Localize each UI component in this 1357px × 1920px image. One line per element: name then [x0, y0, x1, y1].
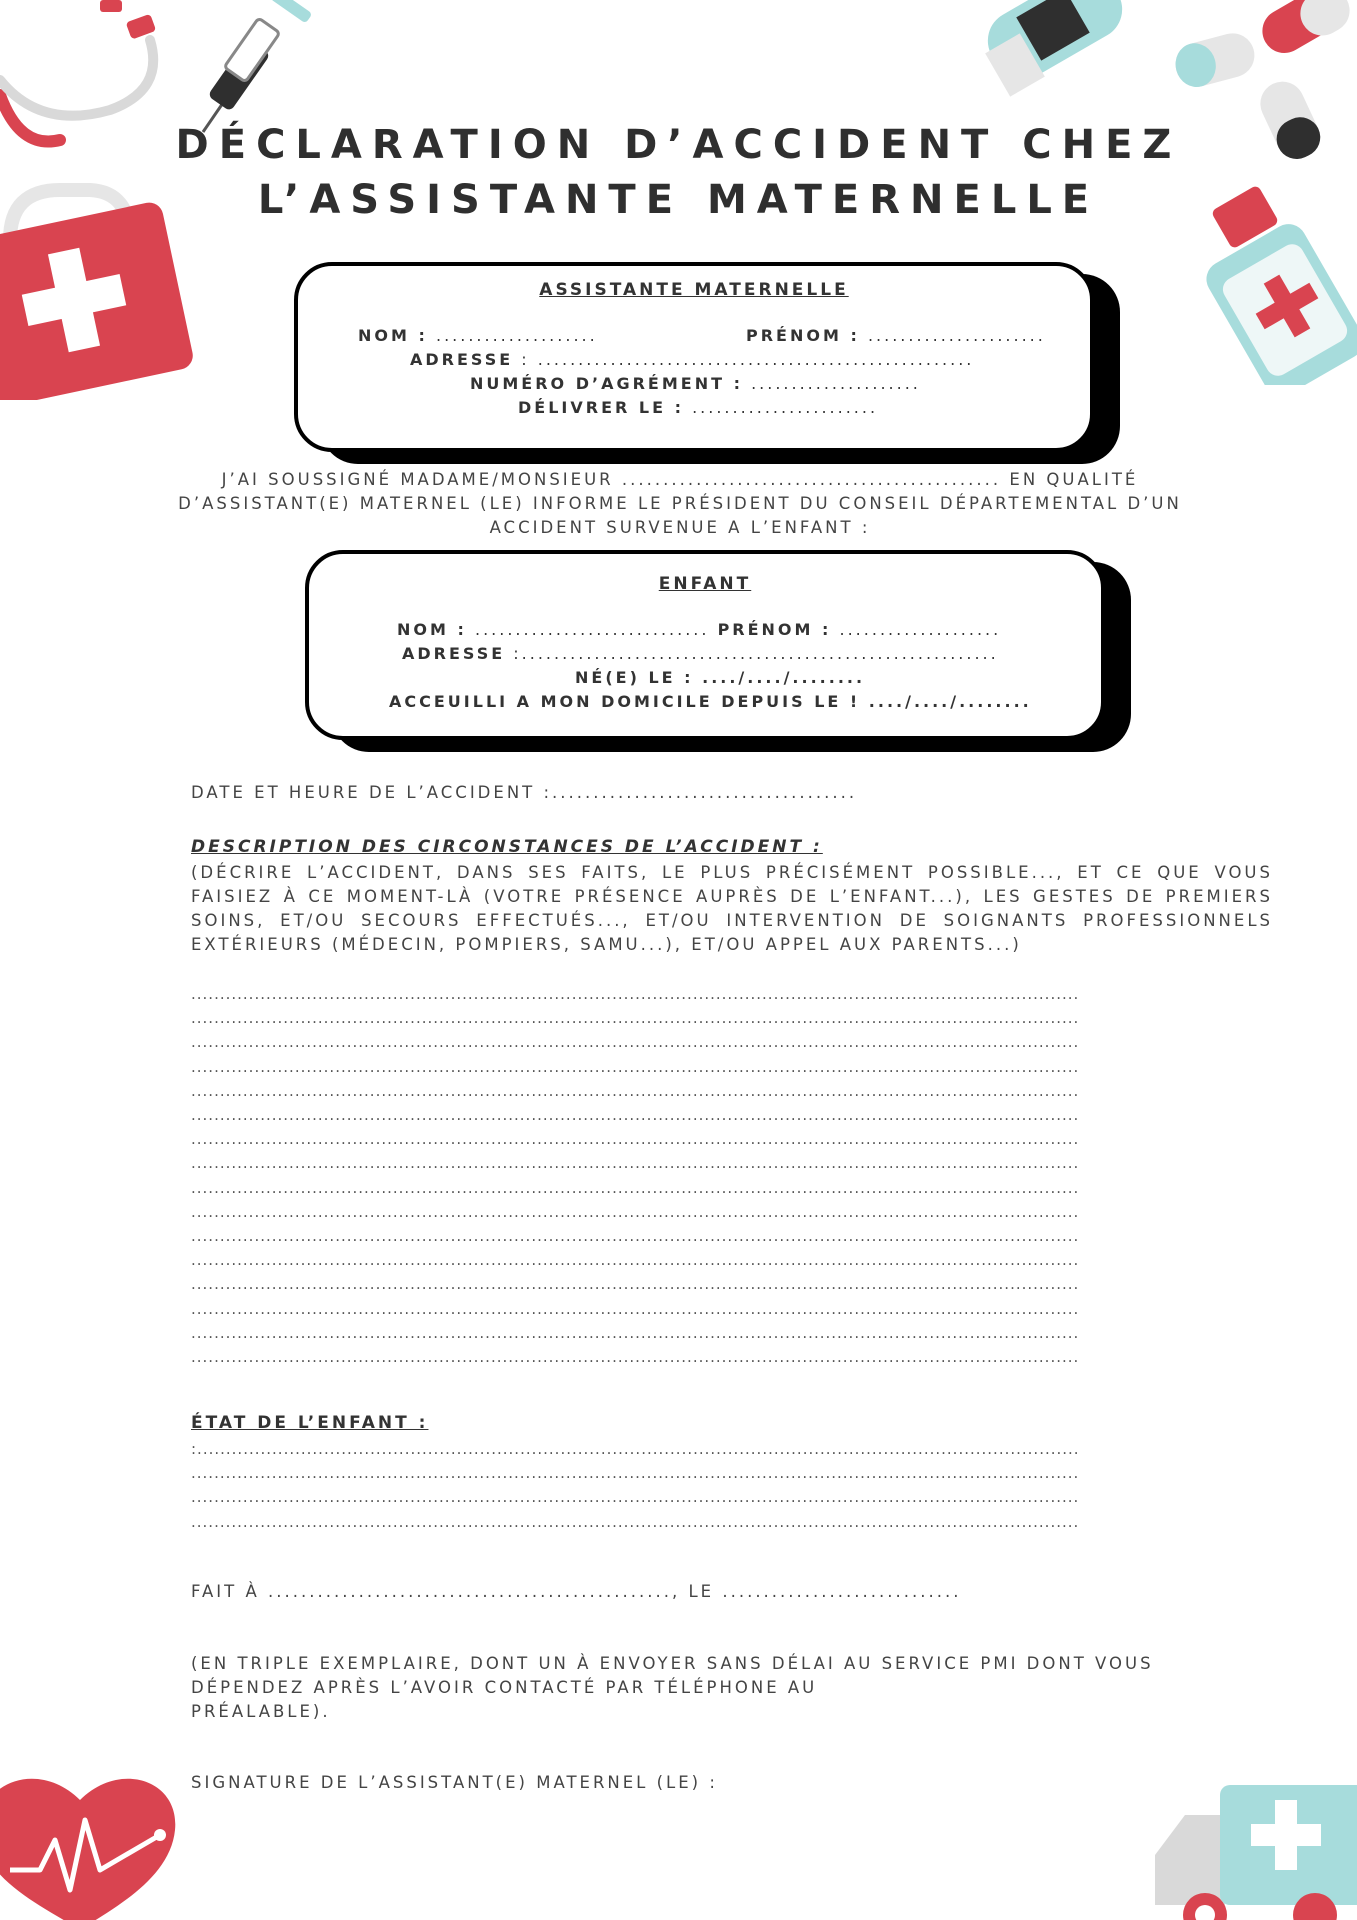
- assistante-heading: ASSISTANTE MATERNELLE: [539, 280, 849, 300]
- assistante-prenom-field[interactable]: [746, 326, 1046, 345]
- assistante-delivrer-field[interactable]: [518, 398, 878, 417]
- description-dotted-line[interactable]: ..........................................................................................................................................................: [191, 1251, 1080, 1270]
- description-dotted-line[interactable]: ..........................................................................................................................................................: [191, 1323, 1080, 1342]
- enfant-accueilli-label: ACCEUILLI A MON DOMICILE DEPUIS LE ! ..../..../........: [389, 692, 1032, 711]
- etat-dotted-line[interactable]: ..........................................................................................................................................................: [191, 1488, 1080, 1507]
- intro-line-3: ACCIDENT SURVENUE A L’ENFANT :: [489, 518, 871, 537]
- assistante-agrement-field[interactable]: [470, 374, 921, 393]
- assistante-delivrer-dots: .......................: [683, 398, 879, 417]
- enfant-nom-label: NOM :: [397, 620, 467, 639]
- enfant-nom-dots: .............................: [466, 620, 718, 639]
- enfant-nom-field[interactable]: [397, 620, 1001, 639]
- etat-dotted-line[interactable]: ..........................................................................................................................................................: [191, 1464, 1080, 1483]
- note-line-3: PRÉALABLE).: [191, 1702, 331, 1721]
- page-title: [0, 118, 1357, 228]
- enfant-accueilli-field[interactable]: [389, 692, 1032, 711]
- assistante-prenom-label: PRÉNOM :: [746, 326, 860, 345]
- heart-pulse-icon: [0, 1760, 190, 1920]
- description-dotted-line[interactable]: ..........................................................................................................................................................: [191, 1009, 1080, 1028]
- description-dotted-line[interactable]: ..........................................................................................................................................................: [191, 1106, 1080, 1125]
- description-heading: DESCRIPTION DES CIRCONSTANCES DE L’ACCIDENT :: [191, 837, 823, 857]
- description-dotted-line[interactable]: ..........................................................................................................................................................: [191, 1227, 1080, 1246]
- description-dotted-line[interactable]: ..........................................................................................................................................................: [191, 1275, 1080, 1294]
- enfant-box: [305, 550, 1105, 740]
- description-dotted-line[interactable]: ..........................................................................................................................................................: [191, 1154, 1080, 1173]
- description-dotted-line[interactable]: ..........................................................................................................................................................: [191, 1348, 1080, 1367]
- note-line-1: (EN TRIPLE EXEMPLAIRE, DONT UN À ENVOYER SANS DÉLAI AU SERVICE PMI DONT VOUS: [191, 1654, 1154, 1673]
- fait-a-field[interactable]: FAIT À ................................................., LE .............................: [191, 1582, 962, 1601]
- assistante-adresse-field[interactable]: [410, 350, 974, 369]
- etat-heading: ÉTAT DE L’ENFANT :: [191, 1413, 429, 1433]
- assistante-box: [294, 262, 1094, 452]
- intro-paragraph: [150, 468, 1210, 540]
- description-dotted-line[interactable]: ..........................................................................................................................................................: [191, 1057, 1080, 1076]
- enfant-adresse-label: ADRESSE: [402, 644, 506, 663]
- assistante-adresse-dots: : ......................................................: [513, 350, 975, 369]
- assistante-agrement-label: NUMÉRO D’AGRÉMENT :: [470, 374, 743, 393]
- assistante-delivrer-label: DÉLIVRER LE :: [518, 398, 684, 417]
- description-instructions: (DÉCRIRE L’ACCIDENT, DANS SES FAITS, LE PLUS PRÉCISÉMENT POSSIBLE..., ET CE QUE VOUS FAISIEZ À CE MOMENT-LÀ (VOTRE PRÉSENCE AUPRÈS DE L’ENFANT...), LES GESTES DE PREMIERS SOINS, ET/OU SECOURS EFFECTUÉS..., ET/OU INTERVENTION DE SOIGNANTS PROFESSIONNELS EXTÉRIEURS (MÉDECIN, POMPIERS, SAMU...), ET/OU APPEL AUX PARENTS...): [191, 863, 1273, 954]
- ambulance-icon: [1145, 1765, 1357, 1920]
- description-dotted-line[interactable]: ..........................................................................................................................................................: [191, 1033, 1080, 1052]
- assistante-nom-dots: ....................: [427, 326, 598, 345]
- enfant-prenom-label: PRÉNOM :: [717, 620, 832, 639]
- intro-line-2: D’ASSISTANT(E) MATERNEL (LE) INFORME LE PRÉSIDENT DU CONSEIL DÉPARTEMENTAL D’UN: [178, 494, 1182, 513]
- description-dotted-line[interactable]: ..........................................................................................................................................................: [191, 985, 1080, 1003]
- etat-dotted-line[interactable]: ..........................................................................................................................................................: [191, 1512, 1080, 1531]
- description-dotted-line[interactable]: ..........................................................................................................................................................: [191, 1299, 1080, 1318]
- etat-dotted-line[interactable]: :.........................................................................................................................................................: [191, 1440, 1080, 1458]
- triple-copy-note: [191, 1652, 1291, 1724]
- assistante-nom-field[interactable]: [358, 326, 598, 345]
- note-line-2: DÉPENDEZ APRÈS L’AVOIR CONTACTÉ PAR TÉLÉPHONE AU: [191, 1678, 818, 1697]
- description-dotted-line[interactable]: ..........................................................................................................................................................: [191, 1130, 1080, 1149]
- enfant-adresse-dots: :...........................................................: [505, 644, 999, 663]
- enfant-naissance-field[interactable]: [575, 668, 865, 687]
- title-line-2: L’ASSISTANTE MATERNELLE: [257, 177, 1100, 223]
- etat-answer-lines[interactable]: [191, 1437, 1273, 1534]
- pill-icon: [1170, 30, 1260, 90]
- intro-line-1: J’AI SOUSSIGNÉ MADAME/MONSIEUR .............................................. EN QUALITÉ: [221, 470, 1139, 489]
- signature-field[interactable]: SIGNATURE DE L’ASSISTANT(E) MATERNEL (LE) :: [191, 1773, 718, 1792]
- pill-icon: [1260, 0, 1357, 60]
- date-accident-field[interactable]: DATE ET HEURE DE L’ACCIDENT :.....................................: [191, 783, 858, 802]
- enfant-prenom-dots: ....................: [831, 620, 1002, 639]
- bandage-icon: [975, 0, 1135, 100]
- description-dotted-line[interactable]: ..........................................................................................................................................................: [191, 1178, 1080, 1197]
- assistante-adresse-label: ADRESSE: [410, 350, 514, 369]
- assistante-nom-label: NOM :: [358, 326, 428, 345]
- enfant-naissance-label: NÉ(E) LE : ..../..../........: [575, 668, 866, 687]
- description-dotted-line[interactable]: ..........................................................................................................................................................: [191, 1202, 1080, 1221]
- assistante-prenom-dots: ......................: [859, 326, 1046, 345]
- title-line-1: DÉCLARATION D’ACCIDENT CHEZ: [175, 122, 1182, 168]
- description-answer-lines[interactable]: [191, 982, 1273, 1369]
- assistante-agrement-dots: .....................: [742, 374, 921, 393]
- enfant-heading: ENFANT: [658, 574, 752, 594]
- description-dotted-line[interactable]: ..........................................................................................................................................................: [191, 1081, 1080, 1100]
- enfant-adresse-field[interactable]: [402, 644, 999, 663]
